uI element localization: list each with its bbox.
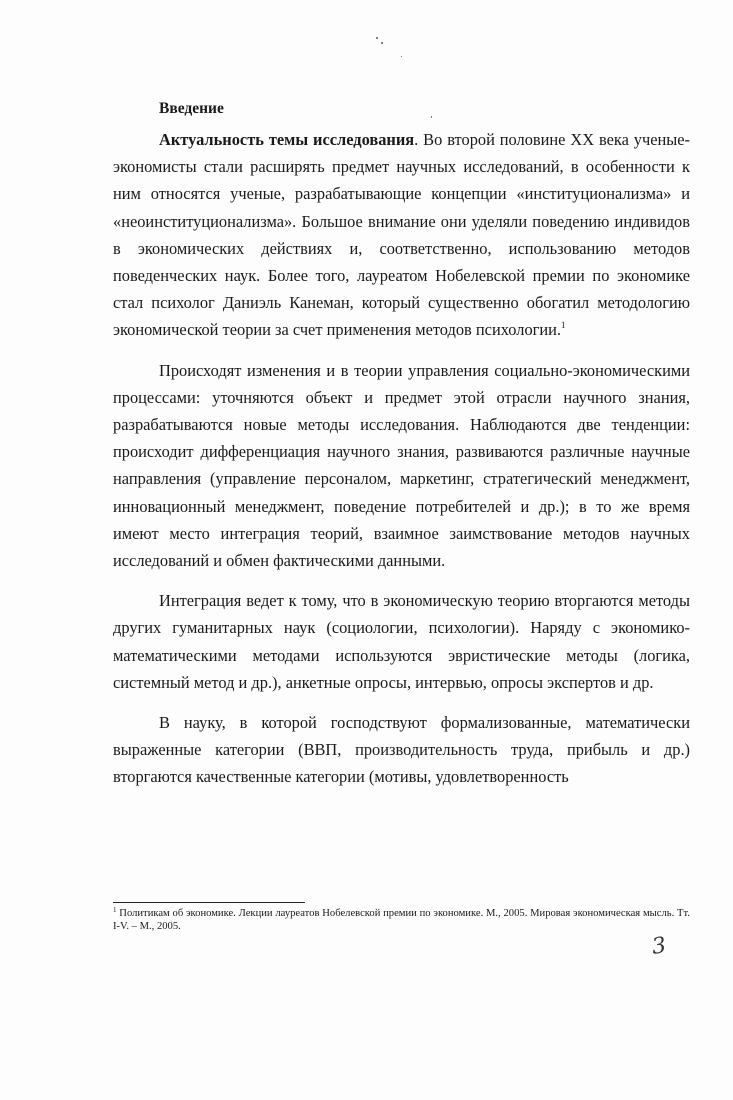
scan-speck	[381, 42, 383, 44]
footnote-text: Политикам об экономике. Лекции лауреатов Нобелевской премии по экономике. М., 2005. Мировая экономическая мысль. Тт. I-V. – М., 2005.	[113, 908, 690, 932]
scan-speck	[401, 56, 402, 57]
paragraph-text: . Во второй половине XX века ученые-экономисты стали расширять предмет научных исследований, в особенности к ним относятся ученые, разрабатывающие концепции «институционализма» и «неоинституционализма». Большое внимание они уделяли поведению индивидов в экономических действиях и, соответственно, использованию методов поведенческих наук. Более того, лауреатом Нобелевской премии по экономике стал психолог Даниэль Канеман, который существенно обогатил методологию экономической теории за счет применения методов психологии.	[113, 130, 690, 340]
footnote-reference[interactable]: 1	[561, 320, 566, 331]
paragraph-management-theory: Происходят изменения и в теории управления социально-экономическими процессами: уточняются объект и предмет этой отрасли научного знания, разрабатываются новые методы исследования. Наблюдаются две тенденции: происходит дифференциация научного знания, развиваются различные научные направления (управление персоналом, маркетинг, стратегический менеджмент, инновационный менеджмент, поведение потребителей и др.); в то же время имеют место интеграция теорий, взаимное заимствование методов научных исследований и обмен фактическими данными.	[113, 360, 690, 571]
page-number: 3	[650, 933, 668, 960]
paragraph-lead: Актуальность темы исследования	[159, 130, 415, 149]
section-heading: Введение	[159, 100, 224, 117]
document-body	[113, 96, 690, 804]
paragraph-relevance	[113, 126, 690, 344]
paragraph-integration: Интеграция ведет к тому, что в экономическую теорию вторгаются методы других гуманитарных наук (социологии, психологии). Наряду с экономико-математическими методами используются эвристические методы (логика, системный метод и др.), анкетные опросы, интервью, опросы экспертов и др.	[113, 591, 690, 692]
paragraph-categories: В науку, в которой господствуют формализованные, математически выраженные категории (ВВП, производительность труда, прибыль и др.) вторгаются качественные категории (мотивы, удовлетворенность	[113, 713, 690, 787]
footnote-number: 1	[113, 906, 117, 914]
footnote-divider	[113, 902, 305, 903]
footnote	[113, 907, 690, 933]
scan-speck	[376, 37, 378, 39]
